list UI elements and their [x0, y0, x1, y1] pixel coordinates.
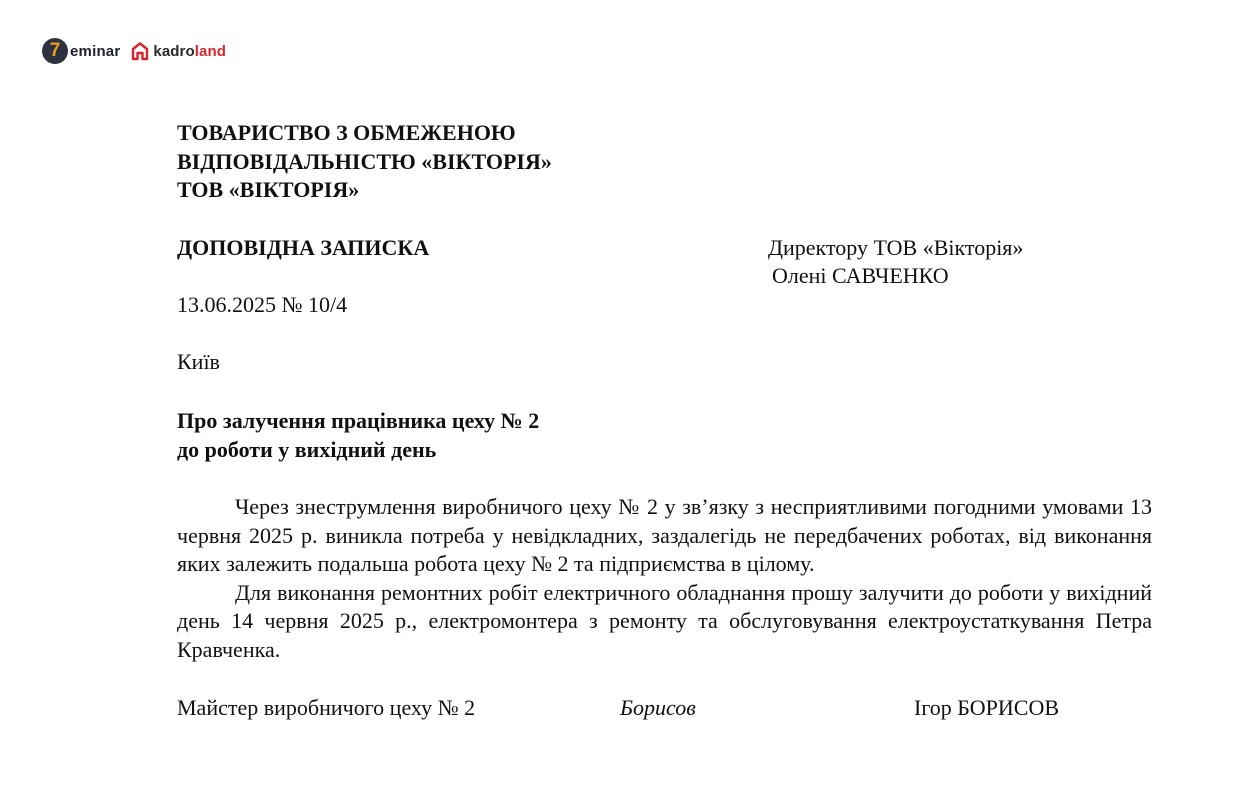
subject-line: Про залучення працівника цеху № 2	[177, 408, 540, 433]
organization-short-name: ТОВ «ВІКТОРІЯ»	[177, 177, 360, 202]
document-subject	[177, 407, 539, 464]
kadroland-logo-text	[153, 43, 226, 60]
signature-block	[177, 694, 1152, 724]
signatory-position: Майстер виробничого цеху № 2	[177, 695, 476, 720]
addressee-position: Директору ТОВ «Вікторія»	[768, 235, 1024, 260]
kadroland-logo-text-land: land	[194, 42, 226, 60]
body-paragraph: Через знеструмлення виробничого цеху № 2 у зв’язку з несприятливими погодними умовами 13 червня 2025 р. виникла потреба у невідкладних, заздалегідь не передбачених роботах, від виконання яких залежить подальша робота цеху № 2 та підприємства в цілому.	[177, 494, 1152, 576]
document-city: Київ	[177, 349, 220, 374]
body-paragraph: Для виконання ремонтних робіт електричного обладнання прошу залучити до роботи у вихідний день 14 червня 2025 р., електромонтера з ремонту та обслуговування електроустаткування Петра Кравченка.	[177, 579, 1152, 662]
document-date-number: 13.06.2025 № 10/4	[177, 292, 348, 317]
kadroland-house-icon	[130, 41, 150, 61]
organization-name-line: ТОВАРИСТВО З ОБМЕЖЕНОЮ	[177, 120, 516, 145]
kadroland-logo	[130, 41, 226, 61]
document-body	[177, 493, 1152, 664]
organization-name	[177, 119, 552, 205]
signatory-name: Ігор БОРИСОВ	[914, 695, 1060, 720]
subject-line: до роботи у вихідний день	[177, 436, 437, 462]
logo-bar	[42, 38, 226, 64]
organization-name-line: ВІДПОВІДАЛЬНІСТЮ «ВІКТОРІЯ»	[177, 148, 552, 174]
seminar-logo-badge: 7	[42, 38, 68, 64]
handwritten-signature: Борисов	[620, 695, 696, 720]
addressee-name: Олені САВЧЕНКО	[772, 263, 949, 288]
document-type: ДОПОВІДНА ЗАПИСКА	[177, 235, 430, 260]
kadroland-logo-text-kadro: kadro	[153, 42, 195, 60]
addressee	[768, 234, 1023, 290]
seminar-logo	[42, 38, 120, 64]
seminar-logo-text: eminar	[70, 42, 121, 60]
